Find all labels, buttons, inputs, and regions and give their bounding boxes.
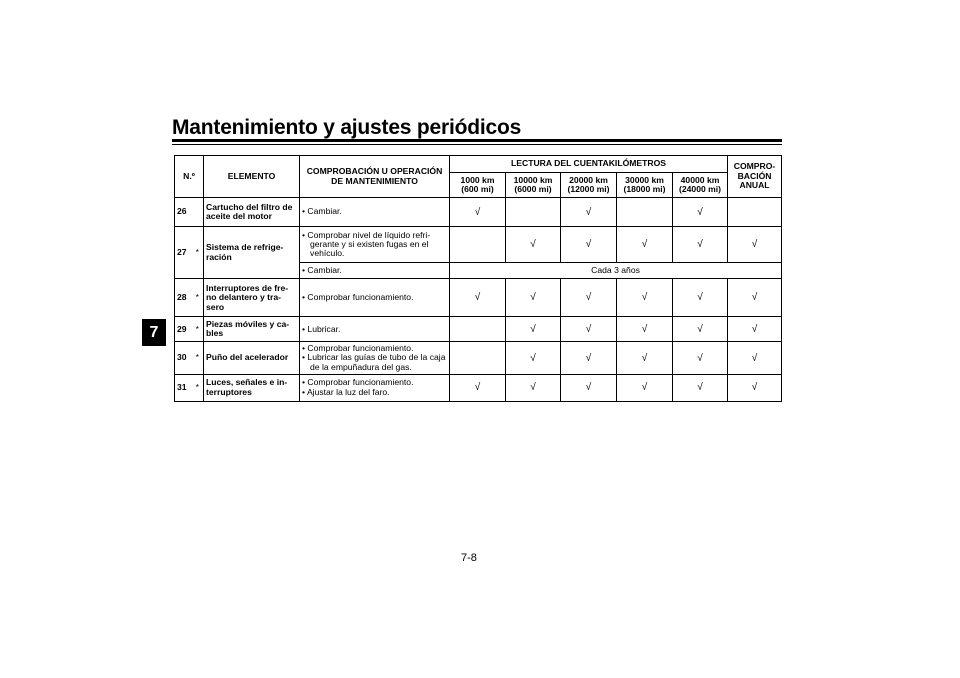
check-mark: √: [617, 317, 673, 342]
row-number: 31: [175, 374, 192, 401]
page-number: 7-8: [461, 552, 477, 564]
operation-bullet: • Comprobar funcionamiento.: [302, 292, 414, 303]
check-mark: √: [561, 317, 617, 342]
empty-cell: [506, 198, 561, 227]
table-row: [175, 342, 782, 375]
operation-bullet: • Comprobar funcionamiento.: [302, 377, 414, 388]
row-operation: [300, 342, 450, 375]
page-title: Mantenimiento y ajustes periódicos: [172, 116, 522, 139]
empty-cell: [450, 317, 506, 342]
interval-span-text: Cada 3 años: [450, 263, 782, 279]
operation-bullet: • Cambiar.: [302, 265, 342, 275]
check-mark: √: [617, 374, 673, 401]
empty-cell: [450, 227, 506, 263]
table-row: [175, 374, 782, 401]
row-asterisk: *: [192, 374, 204, 401]
check-mark: √: [561, 198, 617, 227]
row-operation: [300, 279, 450, 317]
operation-bullet: • Cambiar.: [302, 206, 342, 217]
check-mark: √: [561, 227, 617, 263]
operation-bullet: • Ajustar la luz del faro.: [302, 386, 390, 397]
table-row: [175, 198, 782, 227]
check-mark: √: [506, 227, 561, 263]
interval-header: 10000 km (6000 mi): [506, 173, 561, 198]
row-element: Puño del acelerador: [204, 342, 300, 375]
row-asterisk: *: [192, 317, 204, 342]
interval-header: 30000 km (18000 mi): [617, 173, 673, 198]
check-mark: √: [673, 227, 728, 263]
check-mark: √: [673, 198, 728, 227]
interval-header: 40000 km (24000 mi): [673, 173, 728, 198]
row-asterisk: *: [192, 279, 204, 317]
table-row: [175, 317, 782, 342]
check-mark: √: [561, 279, 617, 317]
chapter-tab: 7: [142, 319, 166, 346]
header-number: N.º: [175, 156, 204, 198]
check-mark: √: [673, 279, 728, 317]
row-element: Piezas móviles y ca- bles: [204, 317, 300, 342]
row-operation: [300, 263, 450, 279]
table-row: [175, 279, 782, 317]
empty-cell: [617, 198, 673, 227]
maintenance-table: [174, 155, 782, 402]
row-asterisk: *: [192, 227, 204, 279]
row-operation: [300, 374, 450, 401]
check-mark: √: [561, 374, 617, 401]
row-element: Cartucho del filtro de aceite del motor: [204, 198, 300, 227]
operation-bullet: • Lubricar las guías de tubo de la caja de la empuñadura del gas.: [302, 352, 446, 372]
interval-header: 20000 km (12000 mi): [561, 173, 617, 198]
check-mark: √: [506, 317, 561, 342]
check-mark: √: [617, 227, 673, 263]
empty-cell: [728, 198, 782, 227]
header-annual: COMPRO- BACIÓN ANUAL: [728, 156, 782, 198]
row-element: Sistema de refrige- ración: [204, 227, 300, 279]
header-element: ELEMENTO: [204, 156, 300, 198]
row-number: 26: [175, 198, 192, 227]
header-operation: COMPROBACIÓN U OPERACIÓN DE MANTENIMIENTO: [300, 156, 450, 198]
check-mark: √: [506, 342, 561, 375]
operation-bullet: • Comprobar nivel de líquido refri- gerante y si existen fugas en el vehículo.: [302, 229, 431, 259]
table-row: [175, 227, 782, 263]
table-body: [175, 198, 782, 402]
operation-bullet: • Comprobar funcionamiento.: [302, 342, 414, 353]
header-rule-thin: [172, 144, 782, 145]
check-mark: √: [673, 374, 728, 401]
check-mark: √: [617, 279, 673, 317]
row-number: 28: [175, 279, 192, 317]
check-mark: √: [506, 279, 561, 317]
operation-bullet: • Lubricar.: [302, 323, 341, 334]
check-mark: √: [728, 374, 782, 401]
check-mark: √: [450, 279, 506, 317]
check-mark: √: [506, 374, 561, 401]
check-mark: √: [450, 374, 506, 401]
check-mark: √: [728, 342, 782, 375]
check-mark: √: [673, 317, 728, 342]
check-mark: √: [617, 342, 673, 375]
check-mark: √: [450, 198, 506, 227]
row-operation: [300, 317, 450, 342]
row-element: Luces, señales e in- terruptores: [204, 374, 300, 401]
interval-header: 1000 km (600 mi): [450, 173, 506, 198]
header-rule-thick: [172, 139, 782, 142]
row-operation: [300, 198, 450, 227]
row-number: 30: [175, 342, 192, 375]
row-element: Interruptores de fre- no delantero y tra- sero: [204, 279, 300, 317]
empty-cell: [450, 342, 506, 375]
check-mark: √: [561, 342, 617, 375]
check-mark: √: [728, 317, 782, 342]
header-odometer: LECTURA DEL CUENTAKILÓMETROS: [450, 156, 728, 173]
row-operation: [300, 227, 450, 263]
row-asterisk: *: [192, 342, 204, 375]
check-mark: √: [673, 342, 728, 375]
check-mark: √: [728, 227, 782, 263]
row-asterisk: [192, 198, 204, 227]
row-number: 27: [175, 227, 192, 279]
check-mark: √: [728, 279, 782, 317]
row-number: 29: [175, 317, 192, 342]
